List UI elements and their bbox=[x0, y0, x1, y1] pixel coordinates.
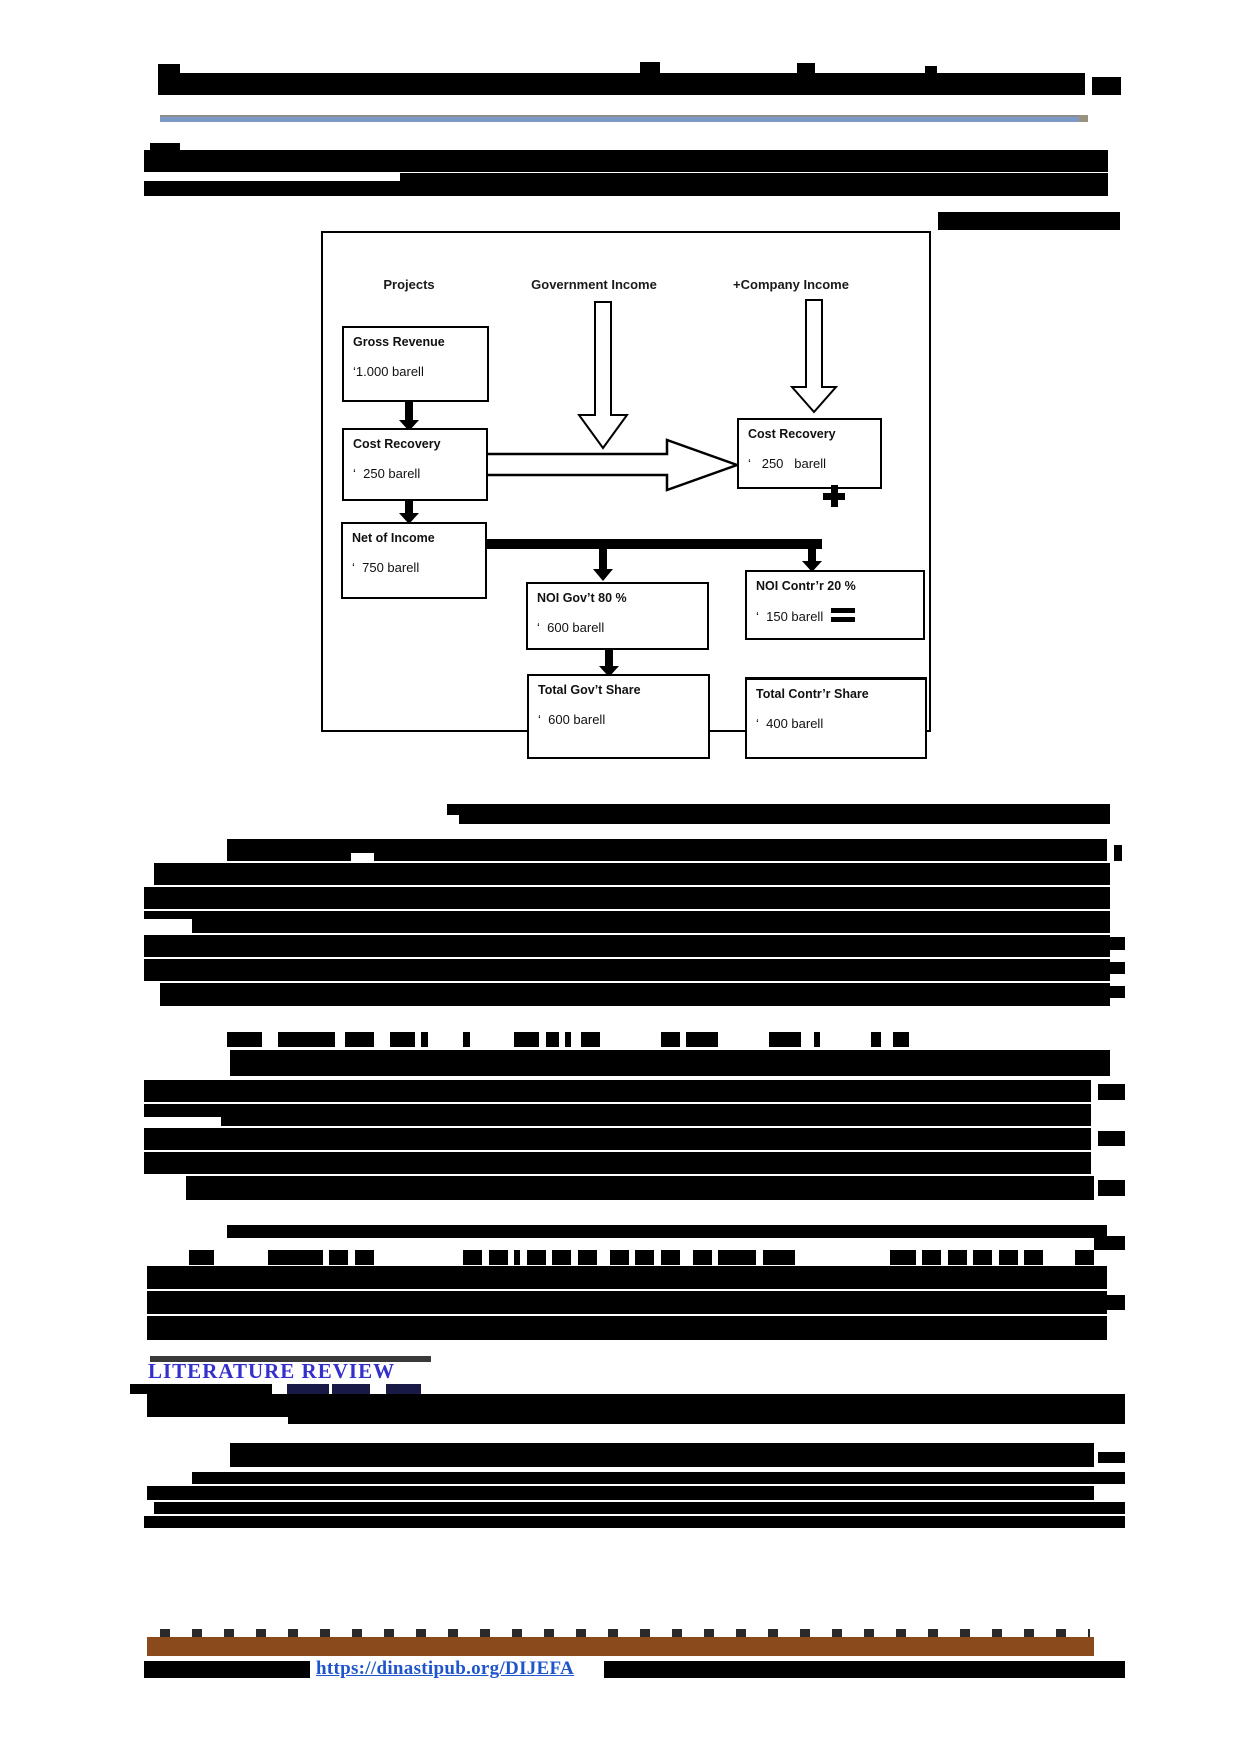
box-title: Gross Revenue bbox=[353, 335, 445, 349]
redacted-text-bar bbox=[922, 1250, 941, 1265]
redacted-text-bar bbox=[693, 1250, 712, 1265]
redacted-text-bar bbox=[686, 1032, 718, 1047]
redacted-text-bar bbox=[581, 1032, 600, 1047]
box-cost-recovery-right bbox=[737, 418, 882, 489]
arrow-net-to-noi-contr bbox=[802, 549, 822, 572]
redacted-text-bar bbox=[1075, 1250, 1094, 1265]
redacted-text-bar bbox=[144, 1516, 1125, 1528]
redacted-text-bar bbox=[154, 863, 1110, 885]
redacted-text-bar bbox=[147, 1291, 1107, 1314]
redacted-text-bar bbox=[147, 1410, 288, 1417]
redacted-text-bar bbox=[552, 1250, 571, 1265]
redacted-text-bar bbox=[814, 1032, 820, 1047]
redacted-text-bar bbox=[1110, 937, 1125, 950]
redacted-text-bar bbox=[661, 1250, 680, 1265]
redacted-text-bar bbox=[1107, 1295, 1125, 1310]
redacted-text-bar bbox=[604, 1661, 1125, 1678]
footer-redacted-ticks bbox=[160, 1629, 1090, 1637]
redacted-text-bar bbox=[268, 1250, 323, 1265]
redacted-text-bar bbox=[192, 1472, 1125, 1484]
redacted-text-bar bbox=[227, 1225, 1107, 1238]
arrow-gross-to-costrecovery bbox=[399, 402, 419, 431]
redacted-text-bar bbox=[144, 935, 1110, 957]
box-gross-revenue bbox=[342, 326, 489, 402]
redacted-text-bar bbox=[144, 1128, 1091, 1150]
header-rule bbox=[160, 115, 1086, 122]
box-net-of-income bbox=[341, 522, 487, 599]
box-title: NOI Contr’r 20 % bbox=[756, 579, 856, 593]
box-title: Net of Income bbox=[352, 531, 435, 545]
box-value: ‘ 400 barell bbox=[756, 716, 824, 731]
redacted-text-bar bbox=[514, 1250, 520, 1265]
redacted-text-bar bbox=[893, 1032, 909, 1047]
arrow-net-to-noi-govt bbox=[593, 549, 613, 581]
box-value-text: ‘ 150 barell bbox=[756, 609, 824, 624]
plus-icon bbox=[823, 485, 845, 507]
redacted-text-bar bbox=[186, 1176, 1094, 1200]
redacted-text-bar bbox=[763, 1250, 795, 1265]
arrow-cost-to-net bbox=[399, 501, 419, 524]
arrow-government-income bbox=[579, 302, 627, 448]
redacted-text-bar bbox=[147, 1266, 1107, 1289]
footer-divider-bar bbox=[147, 1637, 1094, 1656]
box-noi-contr bbox=[745, 570, 925, 640]
column-header-company-income: +Company Income bbox=[733, 277, 849, 292]
redacted-text-bar bbox=[578, 1250, 597, 1265]
redacted-text-bar bbox=[345, 1032, 374, 1047]
redacted-text-bar bbox=[1094, 1236, 1125, 1250]
redacted-text-bar bbox=[144, 1152, 1091, 1174]
box-title: Cost Recovery bbox=[353, 437, 441, 451]
redacted-text-bar bbox=[144, 1104, 1091, 1117]
redacted-text-bar bbox=[661, 1032, 680, 1047]
redacted-text-bar bbox=[144, 150, 1108, 172]
redacted-text-bar bbox=[400, 173, 1108, 196]
section-heading-literature-review: LITERATURE REVIEW bbox=[148, 1359, 396, 1383]
box-cost-recovery-left bbox=[342, 428, 488, 501]
redacted-text-bar bbox=[635, 1250, 654, 1265]
redacted-text-bar bbox=[459, 815, 1110, 824]
column-header-government-income: Government Income bbox=[531, 277, 657, 292]
redacted-text-bar bbox=[144, 911, 1110, 919]
box-value: ‘ 600 barell bbox=[537, 620, 605, 635]
header-rule-tip bbox=[1079, 115, 1088, 122]
redacted-text-bar bbox=[227, 1032, 262, 1047]
redacted-text-bar bbox=[938, 212, 1120, 230]
redacted-text-bar bbox=[1114, 845, 1122, 861]
redacted-text-bar bbox=[1110, 986, 1125, 998]
redacted-text-bar bbox=[374, 853, 1107, 861]
redacted-text-bar bbox=[147, 1486, 1094, 1500]
box-value: ‘ 250 barell bbox=[353, 466, 421, 481]
redacted-text-bar bbox=[527, 1250, 546, 1265]
redacted-text-bar bbox=[1098, 1131, 1125, 1146]
redacted-text-bar bbox=[287, 1384, 329, 1394]
box-title: NOI Gov’t 80 % bbox=[537, 591, 627, 605]
redacted-text-bar bbox=[871, 1032, 881, 1047]
redacted-text-bar bbox=[147, 1394, 1125, 1410]
redacted-text-bar bbox=[610, 1250, 629, 1265]
redacted-text-bar bbox=[386, 1384, 421, 1394]
box-title: Cost Recovery bbox=[748, 427, 836, 441]
redacted-text-bar bbox=[1098, 1084, 1125, 1100]
box-total-govt-share bbox=[527, 674, 710, 759]
redacted-text-bar bbox=[1110, 962, 1125, 974]
column-header-projects: Projects bbox=[383, 277, 435, 292]
redacted-text-bar bbox=[288, 1410, 1125, 1424]
redacted-text-bar bbox=[447, 804, 1110, 815]
box-title: Total Contr’r Share bbox=[756, 687, 869, 701]
redacted-text-bar bbox=[144, 1661, 310, 1678]
redacted-text-bar bbox=[144, 959, 1110, 981]
redacted-text-bar bbox=[546, 1032, 559, 1047]
redacted-text-bar bbox=[329, 1250, 348, 1265]
redacted-text-bar bbox=[718, 1250, 756, 1265]
redacted-text-bar bbox=[221, 1117, 1091, 1126]
arrow-noigovt-to-total bbox=[599, 650, 619, 677]
redacted-text-bar bbox=[1024, 1250, 1043, 1265]
redacted-text-bar bbox=[1092, 77, 1121, 95]
redacted-text-bar bbox=[278, 1032, 335, 1047]
redacted-text-bar bbox=[227, 839, 1107, 853]
redacted-text-bar bbox=[144, 181, 406, 196]
psc-flow-diagram bbox=[321, 231, 931, 732]
redacted-text-bar bbox=[1098, 1180, 1125, 1196]
equals-icon bbox=[831, 608, 855, 622]
redacted-text-bar bbox=[355, 1250, 374, 1265]
redacted-text-bar bbox=[769, 1032, 801, 1047]
redacted-text-bar bbox=[154, 1502, 1125, 1514]
box-value bbox=[756, 608, 914, 624]
redacted-text-bar bbox=[192, 919, 1110, 933]
box-noi-govt bbox=[526, 582, 709, 650]
redacted-text-bar bbox=[948, 1250, 967, 1265]
box-value: ‘ 750 barell bbox=[352, 560, 420, 575]
redacted-text-bar bbox=[130, 1384, 272, 1394]
redacted-text-bar bbox=[230, 1443, 1094, 1467]
redacted-text-bar bbox=[999, 1250, 1018, 1265]
redacted-text-bar bbox=[463, 1032, 470, 1047]
arrow-company-income bbox=[792, 300, 836, 412]
redacted-text-bar bbox=[230, 1050, 1110, 1076]
redacted-text-bar bbox=[890, 1250, 916, 1265]
redacted-text-bar bbox=[463, 1250, 482, 1265]
redacted-text-bar bbox=[160, 983, 1110, 1006]
redacted-text-bar bbox=[332, 1384, 370, 1394]
split-line-net-income bbox=[487, 539, 822, 549]
box-value: ‘1.000 barell bbox=[353, 364, 424, 379]
redacted-text-bar bbox=[144, 1080, 1091, 1102]
redacted-text-bar bbox=[489, 1250, 508, 1265]
redacted-text-bar bbox=[565, 1032, 571, 1047]
redacted-text-bar bbox=[421, 1032, 428, 1047]
box-value: ‘ 600 barell bbox=[538, 712, 606, 727]
redacted-text-bar bbox=[147, 1316, 1107, 1340]
footer-journal-link[interactable]: https://dinastipub.org/DIJEFA bbox=[316, 1658, 575, 1679]
redacted-text-bar bbox=[227, 853, 351, 861]
redacted-text-bar bbox=[514, 1032, 539, 1047]
redacted-text-bar bbox=[390, 1032, 415, 1047]
box-value: ‘ 250 barell bbox=[748, 456, 827, 471]
redacted-text-bar bbox=[973, 1250, 992, 1265]
redacted-text-bar bbox=[1098, 1452, 1125, 1463]
box-total-contr-share bbox=[745, 677, 927, 759]
redacted-text-bar bbox=[144, 887, 1110, 909]
box-title: Total Gov’t Share bbox=[538, 683, 641, 697]
redacted-text-bar bbox=[189, 1250, 214, 1265]
redacted-text-bar bbox=[158, 73, 1085, 95]
arrow-costrecovery-transfer bbox=[488, 440, 737, 490]
